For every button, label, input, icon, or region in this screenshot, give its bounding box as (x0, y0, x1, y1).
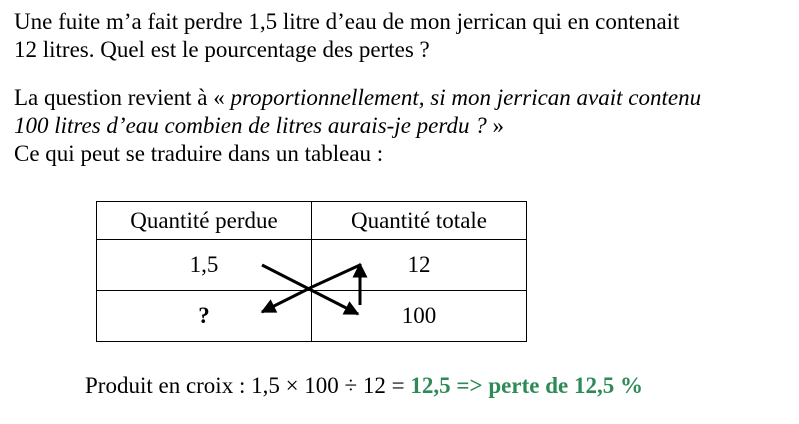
cell-lost-known: 1,5 (97, 240, 312, 291)
explanation-line-1 (14, 84, 701, 112)
formula-text: Produit en croix : 1,5 × 100 ÷ 12 = (85, 373, 411, 398)
explanation-suffix: » (486, 113, 504, 138)
cross-product-formula (85, 372, 643, 400)
cell-total-reference: 100 (312, 291, 527, 342)
table-header-row (97, 202, 527, 240)
problem-statement (14, 8, 679, 64)
explanation-italic-2: 100 litres d’eau combien de litres aurais-je perdu ? (14, 113, 487, 138)
formula-result: 12,5 => perte de 12,5 % (410, 373, 643, 398)
explanation-line-2 (14, 112, 701, 140)
proportion-table (96, 201, 527, 342)
explanation (14, 84, 701, 168)
cell-unknown: ? (97, 291, 312, 342)
explanation-line-3: Ce qui peut se traduire dans un tableau : (14, 141, 384, 166)
problem-line-2: 12 litres. Quel est le pourcentage des pertes ? (14, 37, 430, 62)
table-row (97, 240, 527, 291)
explanation-italic-1: proportionnellement, si mon jerrican avait contenu (230, 85, 702, 110)
problem-line-1: Une fuite m’a fait perdre 1,5 litre d’eau de mon jerrican qui en contenait (14, 9, 680, 34)
header-lost-quantity: Quantité perdue (97, 202, 312, 240)
header-total-quantity: Quantité totale (312, 202, 527, 240)
explanation-prefix: La question revient à « (14, 85, 231, 110)
table-row (97, 291, 527, 342)
cell-total-known: 12 (312, 240, 527, 291)
